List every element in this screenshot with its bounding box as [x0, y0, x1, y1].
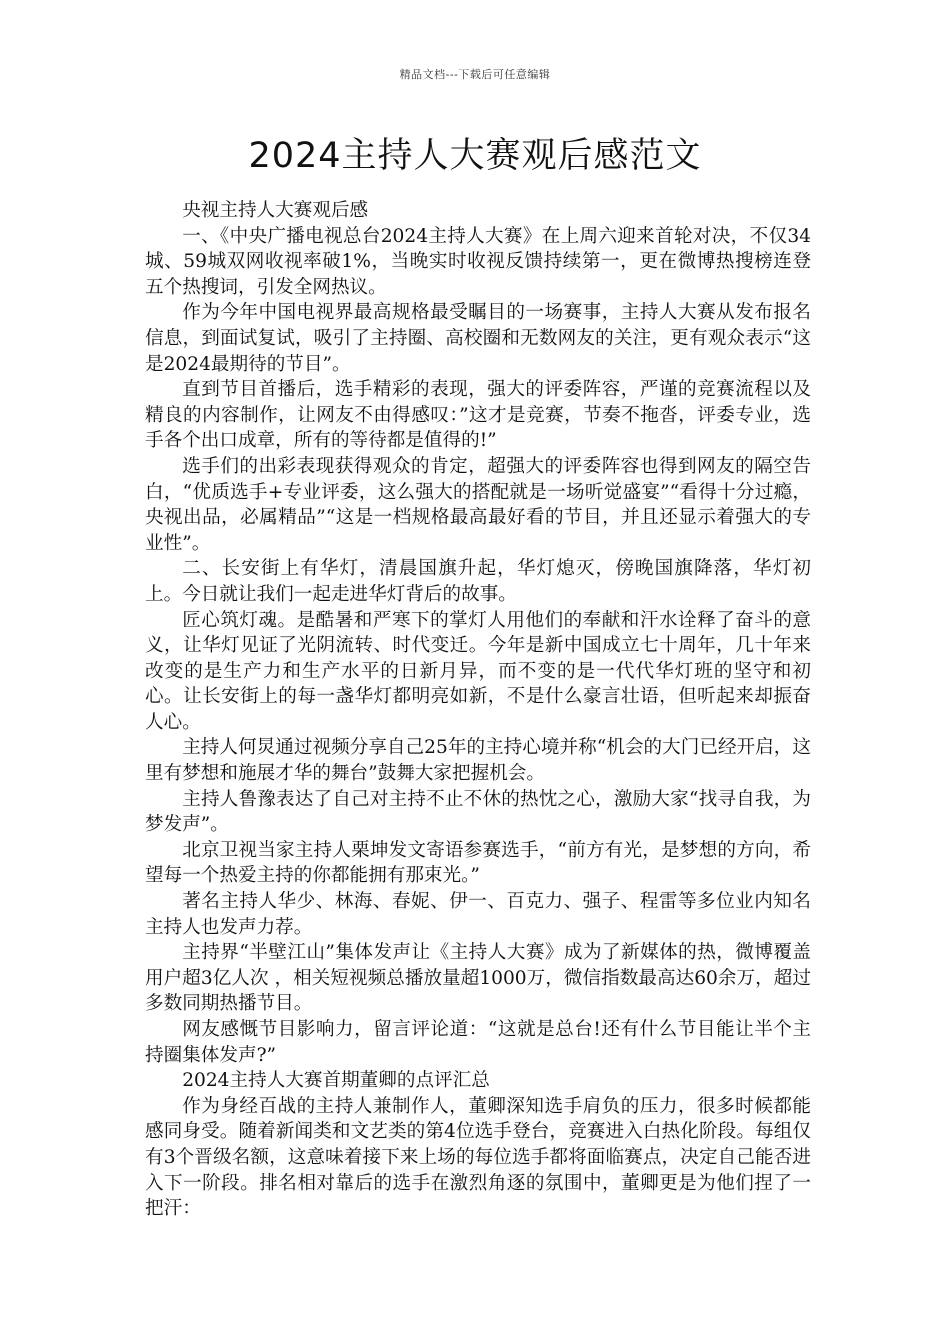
paragraph: 匠心筑灯魂。是酷暑和严寒下的掌灯人用他们的奉献和汗水诠释了奋斗的意义，让华灯见证了光阴流转、时代变迁。今年是新中国成立七十周年，几十年来改变的是生产力和生产水平的日新月异，而不变的是一代代华灯班的坚守和初心。让长安街上的每一盏华灯都明亮如新，不是什么豪言壮语，但听起来却振奋人心。	[145, 609, 811, 733]
paragraph-section-heading: 2024主持人大赛首期董卿的点评汇总	[182, 1070, 490, 1092]
paragraph: 作为今年中国电视界最高规格最受瞩目的一场赛事，主持人大赛从发布报名信息，到面试复试，吸引了主持圈、高校圈和无数网友的关注，更有观众表示“这是2024最期待的节目”。	[145, 302, 811, 375]
paragraph: 北京卫视当家主持人栗坤发文寄语参赛选手，“前方有光，是梦想的方向，希望每一个热爱主持的你都能拥有那束光。”	[145, 839, 811, 887]
paragraph: 主持界“半壁江山”集体发声让《主持人大赛》成为了新媒体的热，微博覆盖用户超3亿人次 ，相关短视频总播放量超1000万，微信指数最高达60余万，超过多数同期热播节目。	[145, 942, 811, 1015]
paragraph: 直到节目首播后，选手精彩的表现，强大的评委阵容，严谨的竞赛流程以及精良的内容制作，让网友不由得感叹：”这才是竞赛，节奏不拖沓，评委专业，选手各个出口成章，所有的等待都是值得的!”	[145, 379, 811, 452]
document-title: 2024主持人大赛观后感范文	[248, 136, 702, 176]
paragraph: 主持人何炅通过视频分享自己25年的主持心境并称“机会的大门已经开启，这里有梦想和施展才华的舞台”鼓舞大家把握机会。	[145, 737, 811, 785]
paragraph: 一、《中央广播电视总台2024主持人大赛》在上周六迎来首轮对决，不仅34城、59城双网收视率破1%，当晚实时收视反馈持续第一，更在微博热搜榜连登五个热搜词，引发全网热议。	[145, 225, 811, 298]
document-body	[145, 198, 811, 1222]
paragraph: 网友感慨节目影响力，留言评论道：“这就是总台!还有什么节目能让半个主持圈集体发声?”	[145, 1019, 811, 1066]
header-note: 精品文档---下载后可任意编辑	[399, 68, 551, 81]
paragraph: 作为身经百战的主持人兼制作人，董卿深知选手肩负的压力，很多时候都能感同身受。随着新闻类和文艺类的第4位选手登台，竞赛进入白热化阶段。每组仅有3个晋级名额，这意味着接下来上场的每位选手都将面临赛点，决定自己能否进入下一阶段。排名相对靠后的选手在激烈角逐的氛围中，董卿更是为他们捏了一把汗：	[145, 1095, 811, 1220]
paragraph: 二、长安街上有华灯，清晨国旗升起，华灯熄灭，傍晚国旗降落，华灯初上。今日就让我们一起走进华灯背后的故事。	[145, 558, 811, 605]
paragraph: 主持人鲁豫表达了自己对主持不止不休的热忱之心，激励大家“找寻自我，为梦发声”。	[145, 788, 811, 836]
paragraph: 著名主持人华少、林海、春妮、伊一、百克力、强子、程雷等多位业内知名主持人也发声力荐。	[145, 891, 811, 938]
paragraph-subtitle: 央视主持人大赛观后感	[182, 200, 369, 221]
paragraph: 选手们的出彩表现获得观众的肯定，超强大的评委阵容也得到网友的隔空告白，“优质选手+专业评委，这么强大的搭配就是一场听觉盛宴”“看得十分过瘾，央视出品，必属精品”“这是一档规格最高最好看的节目，并且还显示着强大的专业性”。	[145, 455, 811, 554]
